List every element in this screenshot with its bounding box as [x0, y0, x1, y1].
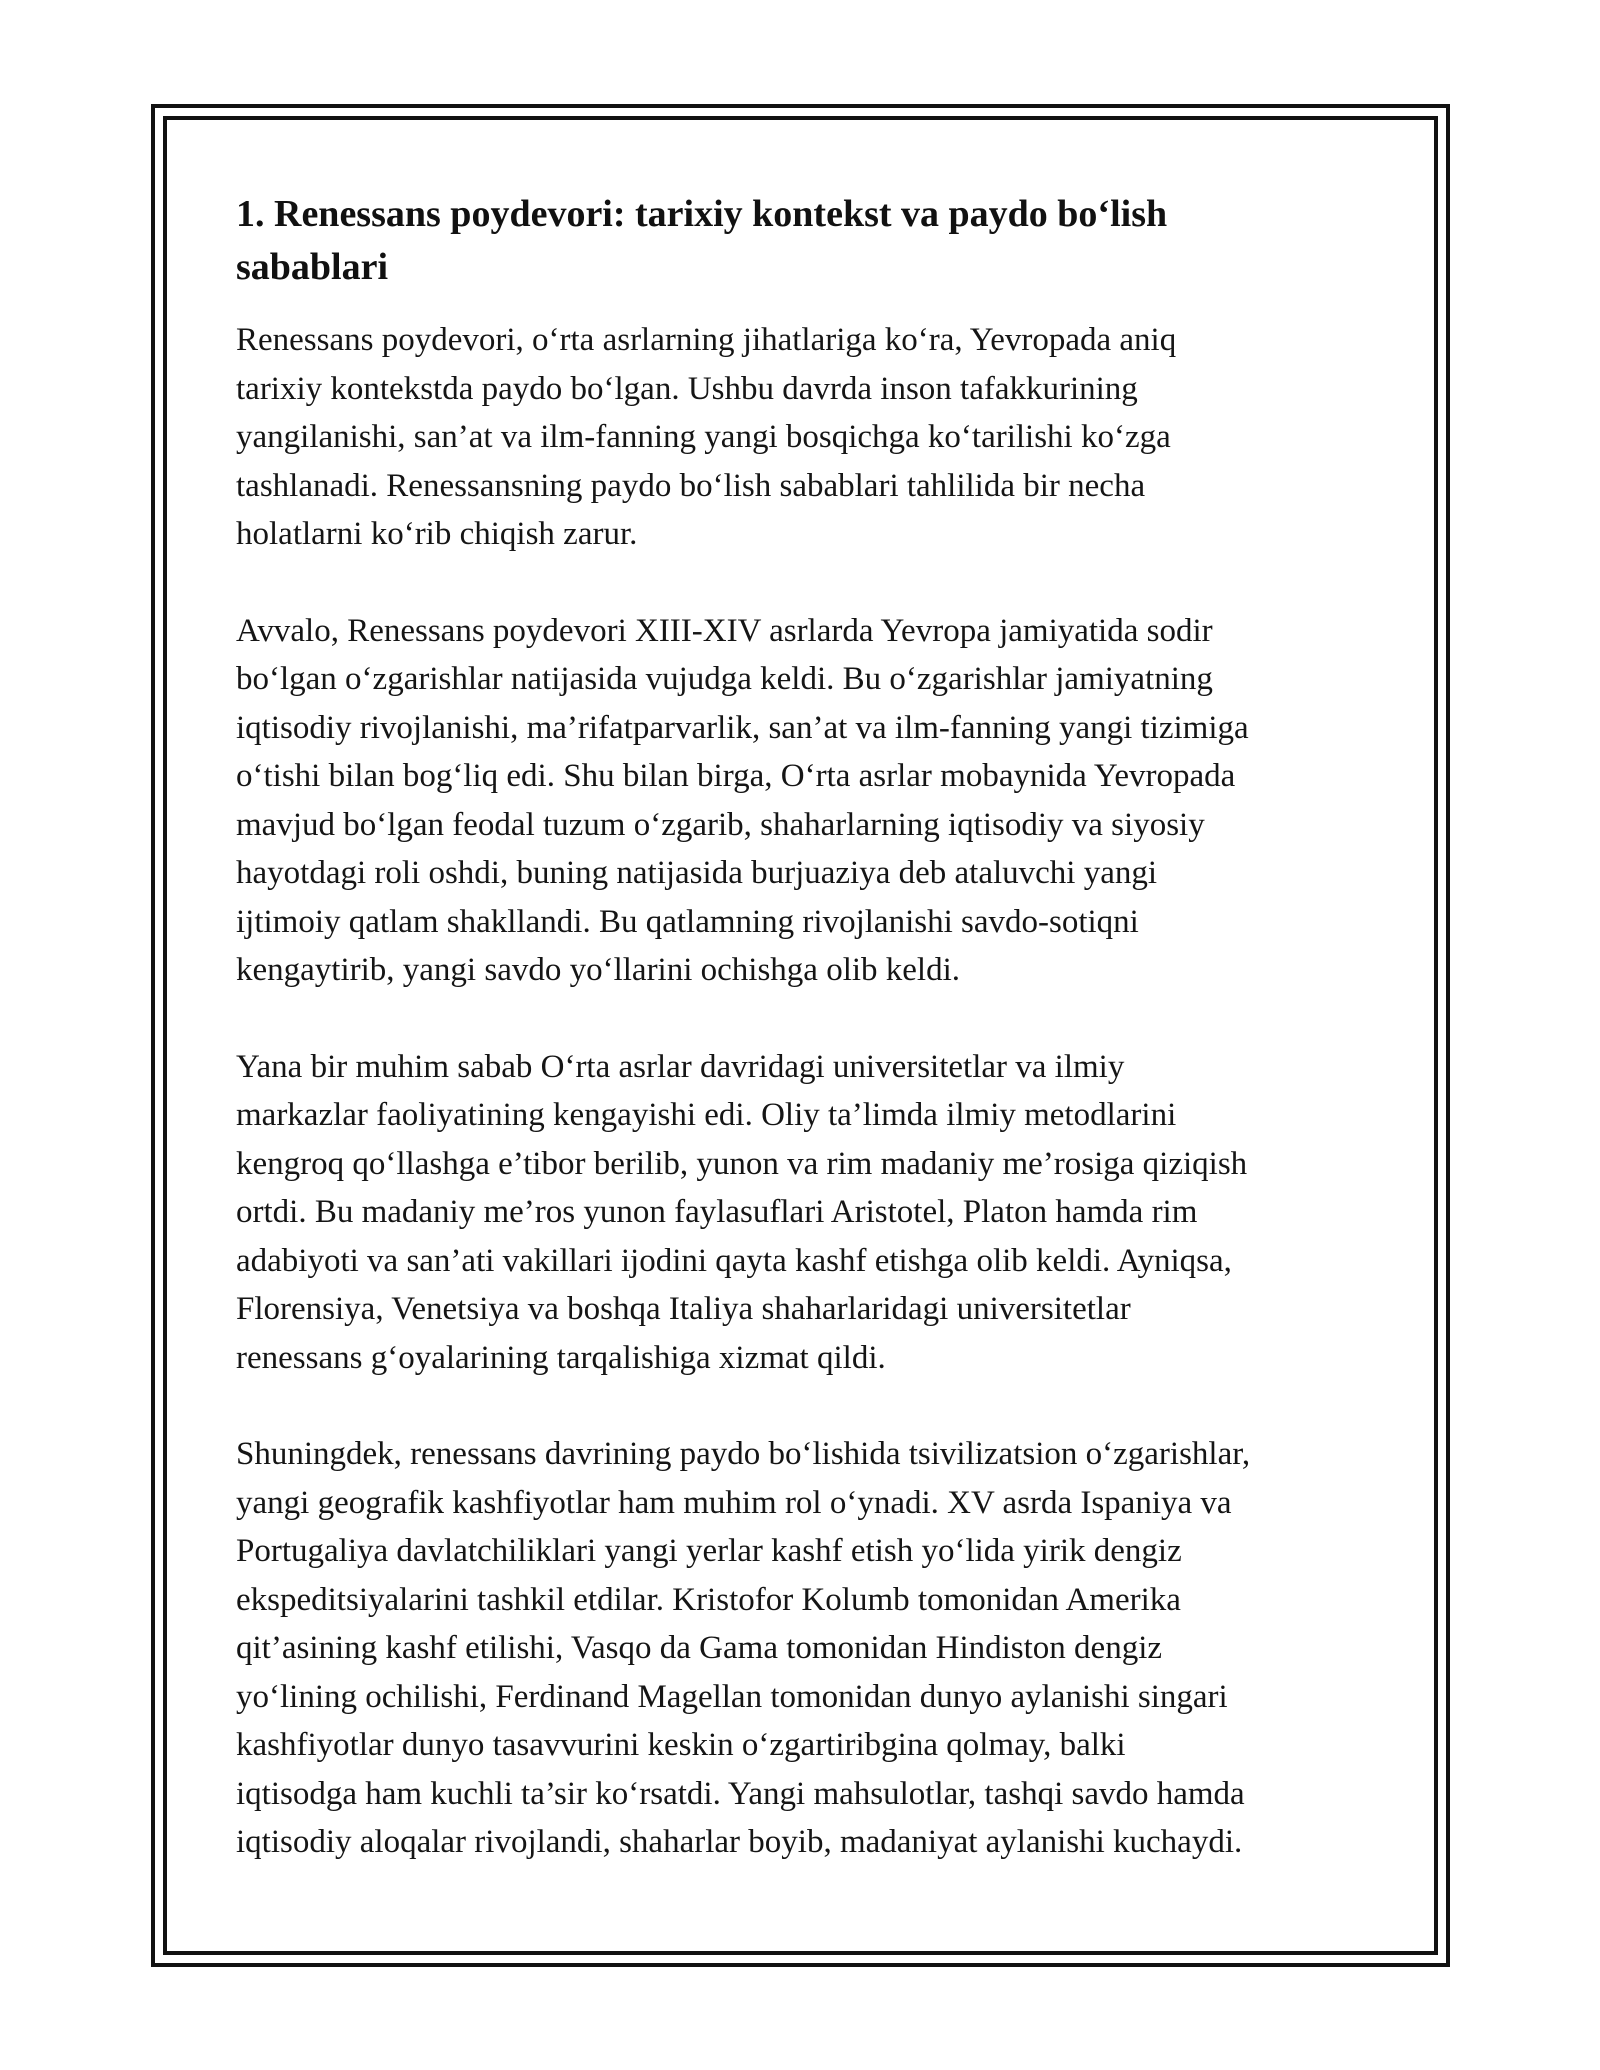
text-line: tarixiy kontekstda paydo bo‘lgan. Ushbu davrda inson tafakkurining — [236, 370, 1138, 407]
text-line: yangi geografik kashfiyotlar ham muhim rol o‘ynadi. XV asrda Ispaniya va — [236, 1484, 1232, 1521]
text-line: kengaytirib, yangi savdo yo‘llarini ochishga olib keldi. — [236, 952, 961, 988]
text-line: Yana bir muhim sabab O‘rta asrlar davridagi universitetlar va ilmiy — [236, 1048, 1125, 1085]
text-line: iqtisodiy aloqalar rivojlandi, shaharlar boyib, madaniyat aylanishi kuchaydi. — [236, 1824, 1243, 1860]
text-line: yo‘lining ochilishi, Ferdinand Magellan tomonidan dunyo aylanishi singari — [236, 1678, 1228, 1715]
text-line: o‘tishi bilan bog‘liq edi. Shu bilan birga, O‘rta asrlar mobaynida Yevropada — [236, 758, 1236, 794]
paragraph-2 — [236, 607, 1376, 995]
heading-line: 1. Renessans poydevori: tarixiy kontekst va paydo bo‘lish — [236, 193, 1168, 235]
text-line: holatlarni ko‘rib chiqish zarur. — [236, 516, 638, 552]
text-line: kashfiyotlar dunyo tasavvurini keskin o‘zgartiribgina qolmay, balki — [236, 1727, 1126, 1763]
text-line: Shuningdek, renessans davrining paydo bo‘lishida tsivilizatsion o‘zgarishlar, — [236, 1436, 1251, 1472]
text-line: bo‘lgan o‘zgarishlar natijasida vujudga keldi. Bu o‘zgarishlar jamiyatning — [236, 661, 1213, 697]
text-line: kengroq qo‘llashga e’tibor berilib, yunon va rim madaniy me’rosiga qiziqish — [236, 1145, 1248, 1182]
text-line: ijtimoiy qatlam shakllandi. Bu qatlamning rivojlanishi savdo-sotiqni — [236, 903, 1139, 940]
text-line: mavjud bo‘lgan feodal tuzum o‘zgarib, shaharlarning iqtisodiy va siyosiy — [236, 806, 1205, 843]
paragraph-4 — [236, 1430, 1376, 1867]
text-line: qit’asining kashf etilishi, Vasqo da Gama tomonidan Hindiston dengiz — [236, 1630, 1163, 1666]
text-line: markazlar faoliyatining kengayishi edi. Oliy ta’limda ilmiy metodlarini — [236, 1097, 1177, 1133]
heading-line: sabablari — [236, 246, 389, 288]
paragraph-1 — [236, 316, 1376, 559]
text-line: adabiyoti va san’ati vakillari ijodini qayta kashf etishga olib keldi. Ayniqsa, — [236, 1242, 1232, 1279]
text-line: yangilanishi, san’at va ilm-fanning yangi bosqichga ko‘tarilishi ko‘zga — [236, 419, 1171, 455]
document-body — [236, 188, 1376, 1915]
text-line: renessans g‘oyalarining tarqalishiga xizmat qildi. — [236, 1339, 886, 1376]
text-line: Avvalo, Renessans poydevori XIII-XIV asrlarda Yevropa jamiyatida sodir — [236, 612, 1213, 649]
text-line: ortdi. Bu madaniy me’ros yunon faylasuflari Aristotel, Platon hamda rim — [236, 1194, 1198, 1230]
text-line: ekspeditsiyalarini tashkil etdilar. Kristofor Kolumb tomonidan Amerika — [236, 1581, 1181, 1618]
paragraph-3 — [236, 1043, 1376, 1383]
text-line: iqtisodiy rivojlanishi, ma’rifatparvarlik, san’at va ilm-fanning yangi tizimiga — [236, 709, 1249, 746]
section-heading — [236, 188, 1376, 294]
text-line: hayotdagi roli oshdi, buning natijasida burjuaziya deb ataluvchi yangi — [236, 855, 1158, 891]
text-line: iqtisodga ham kuchli ta’sir ko‘rsatdi. Yangi mahsulotlar, tashqi savdo hamda — [236, 1775, 1245, 1812]
text-line: Portugaliya davlatchiliklari yangi yerlar kashf etish yo‘lida yirik dengiz — [236, 1533, 1182, 1569]
text-line: tashlanadi. Renessansning paydo bo‘lish sabablari tahlilida bir necha — [236, 467, 1146, 504]
text-line: Renessans poydevori, o‘rta asrlarning jihatlariga ko‘ra, Yevropada aniq — [236, 322, 1177, 358]
text-line: Florensiya, Venetsiya va boshqa Italiya shaharlaridagi universitetlar — [236, 1291, 1131, 1327]
